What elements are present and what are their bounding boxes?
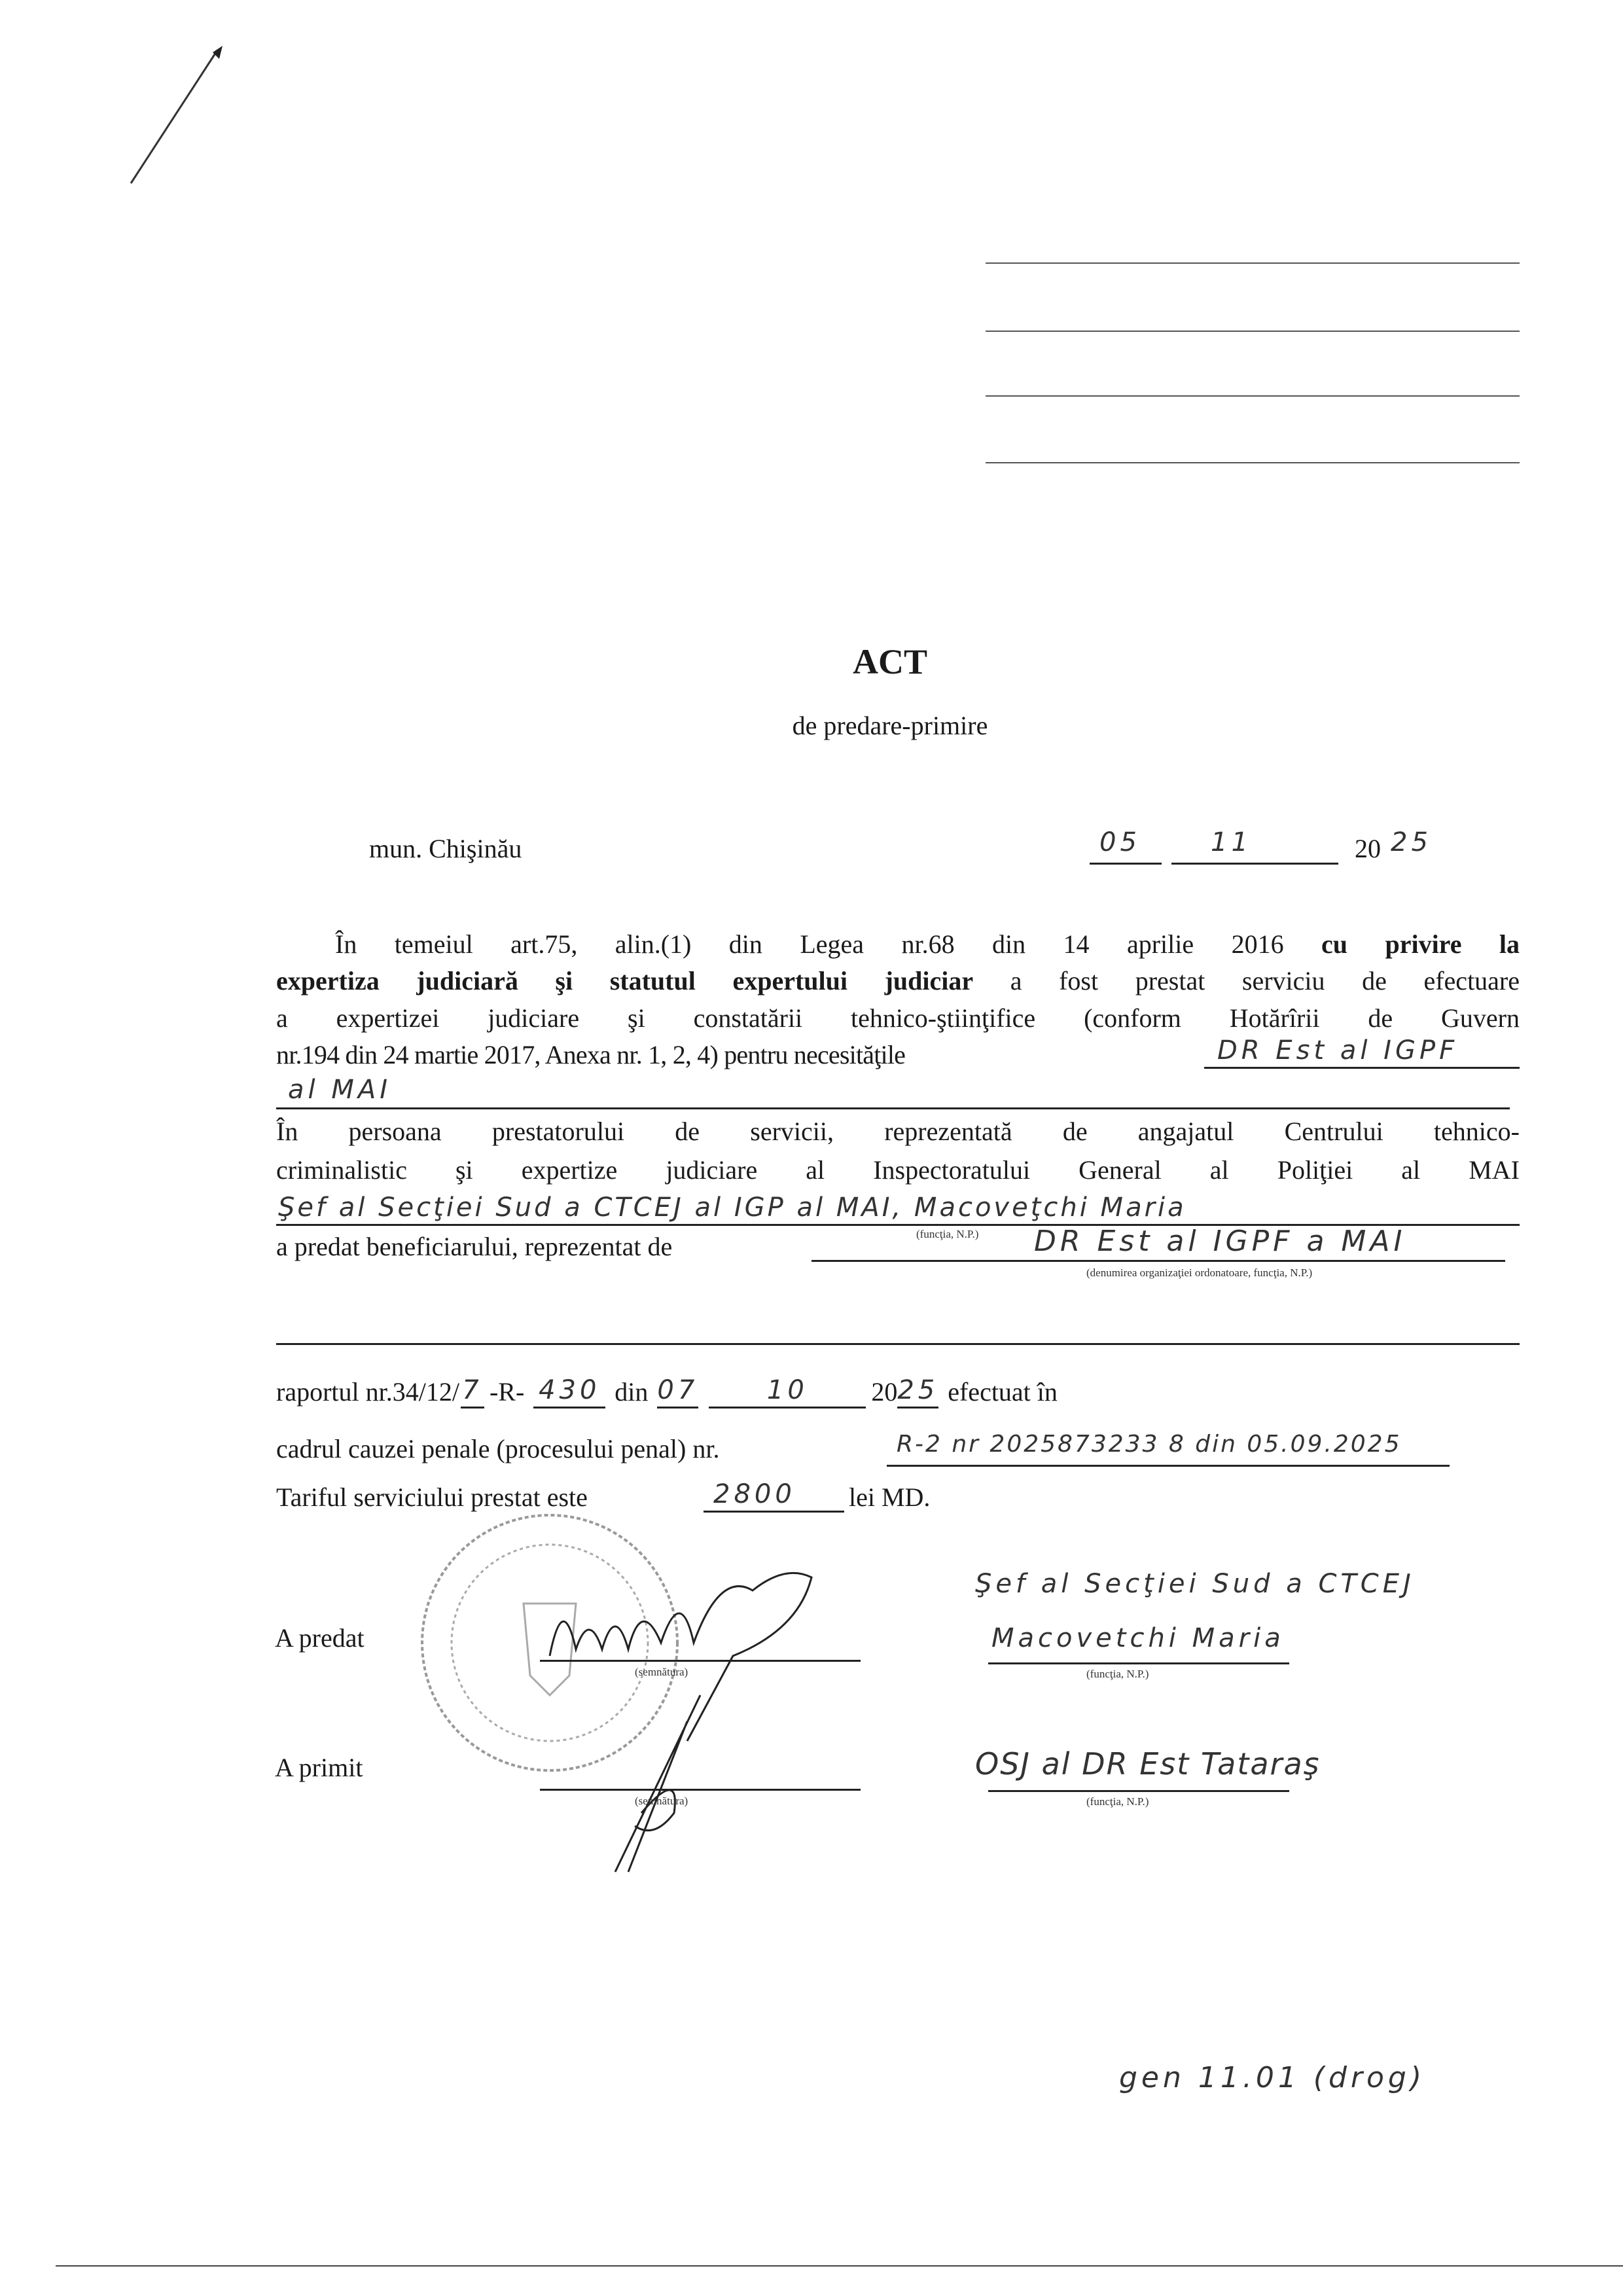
text: a fost prestat serviciu de efectuare (1010, 966, 1520, 996)
pen-mark-icon (59, 33, 229, 203)
paragraph1-line2 (276, 965, 1520, 997)
bold-text: expertiza judiciară şi statutul expertului judiciar (276, 966, 974, 996)
date-day: 05 (1099, 827, 1141, 857)
case-label: cadrul cauzei penale (procesului penal) nr. (276, 1434, 720, 1463)
date-month-line (1171, 863, 1338, 865)
report-row (276, 1374, 1058, 1408)
report-suffix: efectuat în (948, 1377, 1058, 1407)
date-year-prefix: 20 (1355, 834, 1381, 863)
tariff-value: 2800 (713, 1479, 796, 1509)
handed-name-caption: (funcţia, N.P.) (1086, 1668, 1149, 1680)
tariff-label: Tariful serviciului prestat este (276, 1482, 588, 1512)
document-subtitle: de predare-primire (792, 711, 988, 740)
provider-caption: (funcţia, N.P.) (916, 1228, 979, 1240)
case-number-handwritten: R-2 nr 2025873233 8 din 05.09.2025 (897, 1431, 1402, 1458)
recipient-handwritten: DR Est al IGPF a MAI (1034, 1225, 1406, 1258)
text: În temeiul art.75, alin.(1) din Legea nr.68 din 14 aprilie 2016 (335, 929, 1284, 959)
received-label: A primit (275, 1753, 363, 1782)
address-line-1 (986, 262, 1520, 264)
beneficiary-line-2 (276, 1107, 1510, 1109)
handed-signature-caption: (semnătura) (635, 1666, 688, 1678)
tariff-currency: lei MD. (849, 1482, 931, 1512)
date-day-line (1090, 863, 1162, 865)
recipient-line-2 (276, 1343, 1520, 1345)
recipient-line (812, 1260, 1505, 1262)
bold-text: cu privire la (1321, 929, 1520, 959)
handed-role-handwritten: Şef al Secţiei Sud a CTCEJ (975, 1569, 1415, 1599)
report-number: 430 (533, 1374, 605, 1408)
recipient-caption: (denumirea organizaţiei ordonatoare, funcţia, N.P.) (1086, 1266, 1313, 1279)
report-year-suffix: 25 (897, 1374, 938, 1408)
address-line-3 (986, 395, 1520, 397)
handed-signature-line (540, 1660, 861, 1662)
paragraph2-line1: În persoana prestatorului de servicii, reprezentată de angajatul Centrului tehnico- (276, 1117, 1520, 1146)
received-signature-caption: (semnătura) (635, 1795, 688, 1807)
address-line-2 (986, 331, 1520, 332)
report-day: 07 (657, 1374, 698, 1408)
case-line (887, 1465, 1450, 1467)
beneficiary-handwritten-2: al MAI (288, 1075, 392, 1105)
footer-note-handwritten: gen 11.01 (drog) (1119, 2061, 1426, 2094)
beneficiary-handwritten-1: DR Est al IGPF (1217, 1035, 1459, 1066)
received-signature-icon (589, 1682, 720, 1878)
report-year-prefix: 20 (871, 1377, 898, 1407)
beneficiary-line-1 (1204, 1067, 1520, 1069)
report-month: 10 (709, 1374, 866, 1408)
report-din: din (615, 1377, 649, 1407)
report-sep: -R- (489, 1377, 525, 1407)
report-prefix: raportul nr.34/12/ (276, 1377, 459, 1407)
bottom-scan-edge (56, 2265, 1623, 2267)
received-signature-line (540, 1789, 861, 1791)
handed-name-handwritten: Macovetchi Maria (991, 1623, 1285, 1653)
date-month: 11 (1211, 827, 1252, 857)
document-title: ACT (852, 642, 927, 681)
address-line-4 (986, 462, 1520, 463)
received-name-line (988, 1790, 1289, 1792)
paragraph2-line2: criminalistic şi expertize judiciare al Inspectoratului General al Poliţiei al MAI (276, 1155, 1520, 1185)
paragraph1-line3: a expertizei judiciare şi constatării tehnico-ştiinţifice (conform Hotărîrii de Guvern (276, 1003, 1520, 1033)
city: mun. Chişinău (369, 834, 522, 863)
received-name-handwritten: OSJ al DR Est Tataraş (975, 1746, 1321, 1782)
report-part1: 7 (461, 1374, 484, 1408)
received-name-caption: (funcţia, N.P.) (1086, 1795, 1149, 1808)
paragraph1-line1 (335, 928, 1520, 961)
date-year-suffix: 25 (1391, 827, 1432, 857)
provider-handwritten: Şef al Secţiei Sud a CTCEJ al IGP al MAI, Macoveţchi Maria (278, 1193, 1186, 1223)
handed-label: A predat (275, 1623, 365, 1653)
paragraph1-line4: nr.194 din 24 martie 2017, Anexa nr. 1, 2, 4) pentru necesităţile (276, 1040, 906, 1069)
tariff-line (704, 1511, 844, 1513)
handed-name-line (988, 1662, 1289, 1664)
paragraph2-line3: a predat beneficiarului, reprezentat de (276, 1232, 673, 1261)
